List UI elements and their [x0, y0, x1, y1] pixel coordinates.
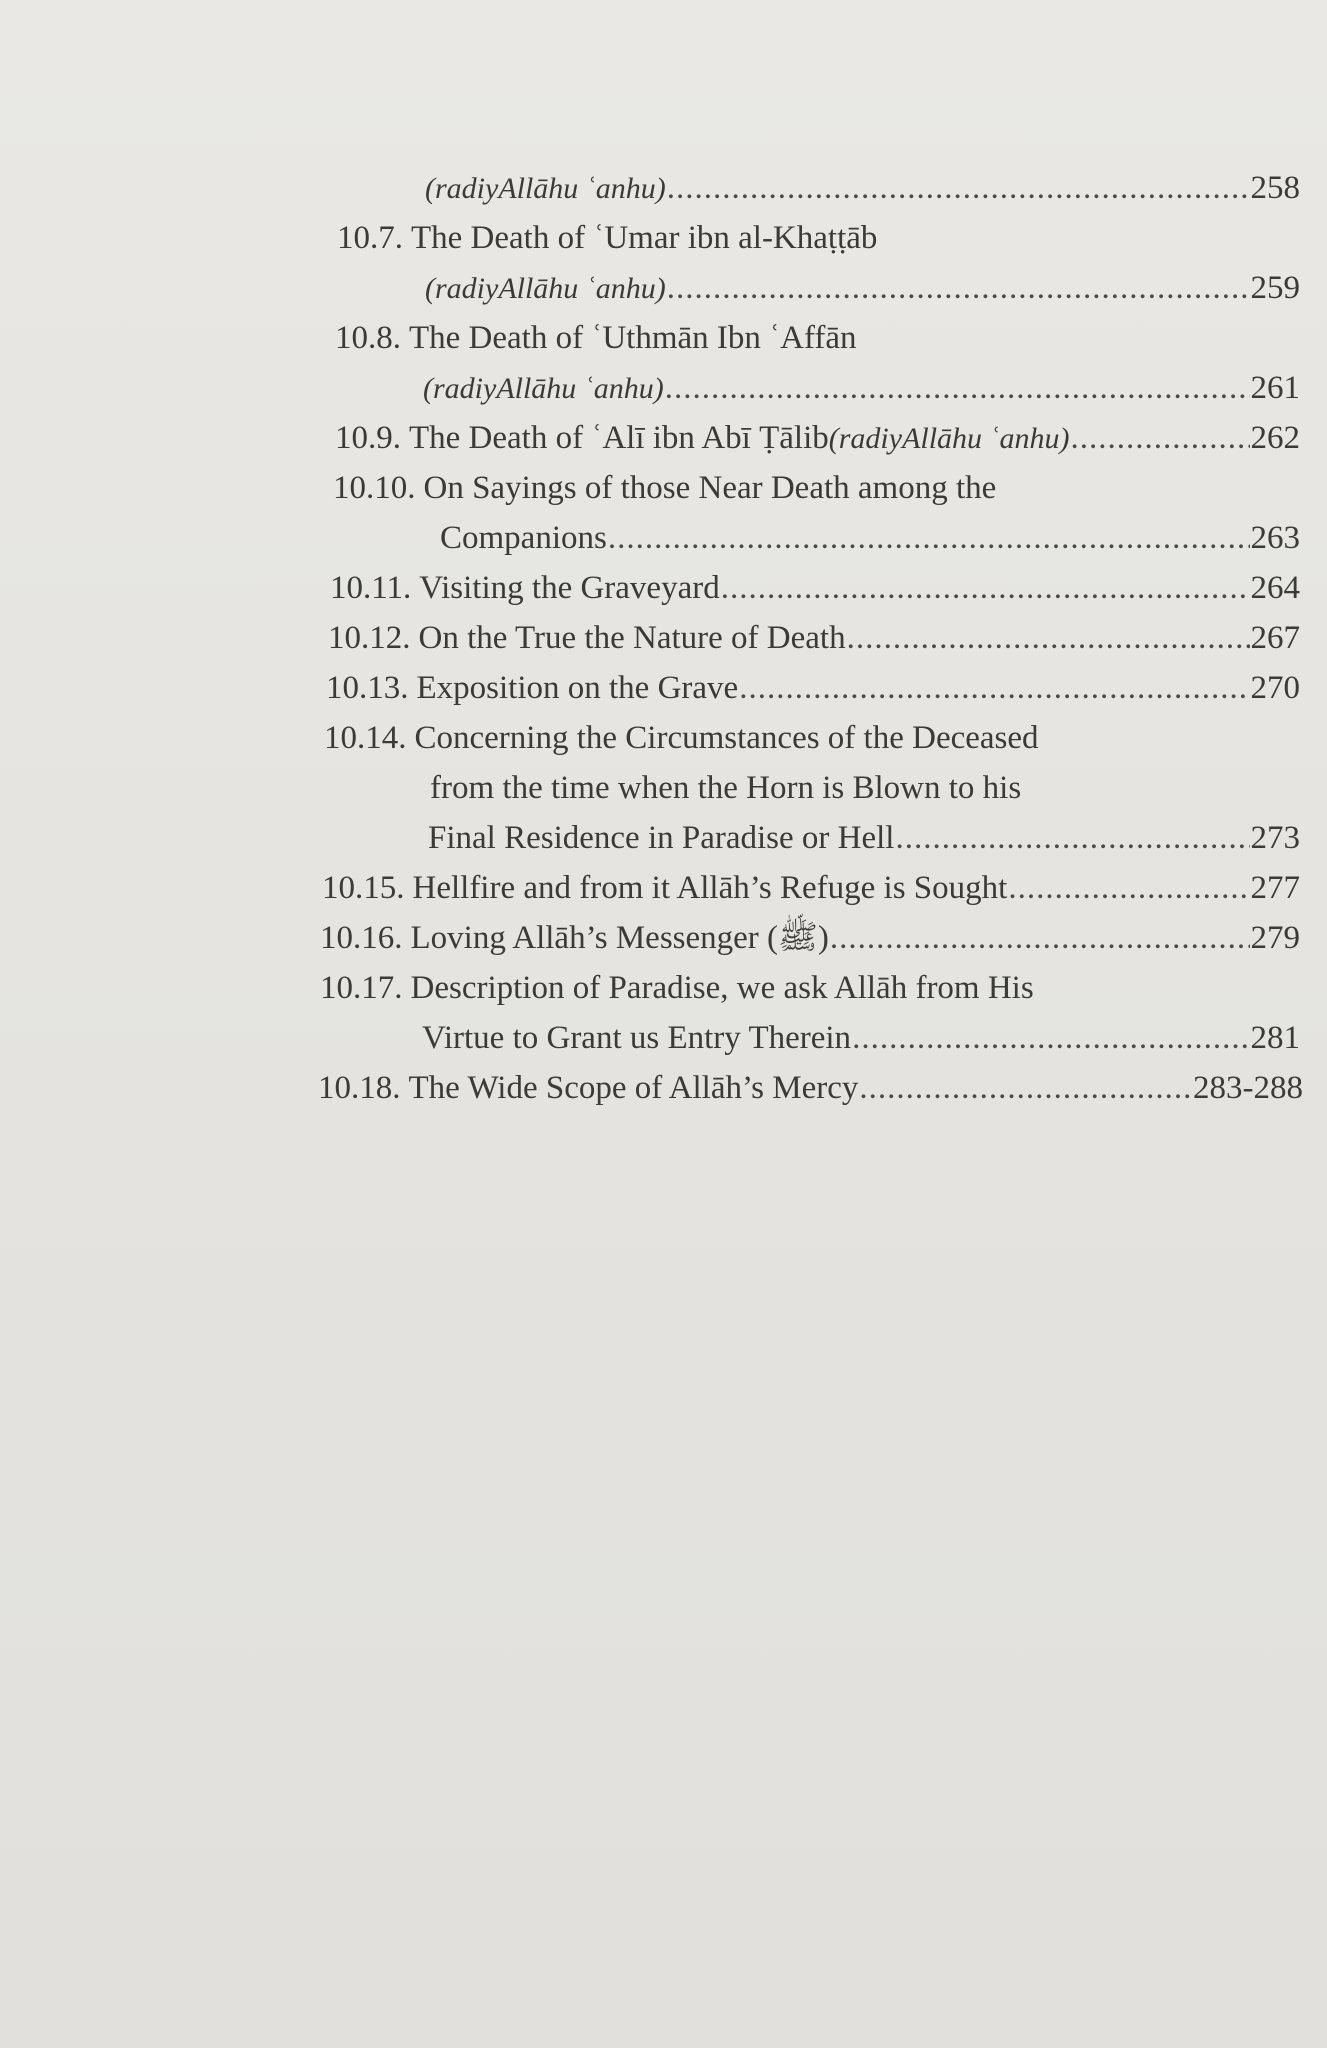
toc-section-number: 10.12.: [328, 620, 411, 656]
toc-entry-10-6-cont: [425, 163, 1300, 213]
toc-entry-10-14-cont2: [428, 813, 1300, 863]
toc-title: The Death of ʿAlī ibn Abī Ṭālib: [409, 420, 829, 456]
toc-page-number: 277: [1250, 870, 1300, 906]
dot-leader: [895, 813, 1249, 863]
toc-page-number: 263: [1250, 520, 1300, 556]
toc-section-number: 10.14.: [324, 720, 407, 756]
dot-leader: [608, 513, 1250, 563]
toc-section-number: 10.10.: [333, 470, 416, 506]
toc-title: The Wide Scope of Allāh’s Mercy: [408, 1070, 859, 1106]
dot-leader: [721, 563, 1250, 613]
toc-page-number: 273: [1250, 820, 1300, 856]
toc-section-number: 10.7.: [337, 220, 403, 256]
toc-entry-10-8: [335, 313, 1300, 363]
toc-entry-10-7: [337, 213, 1300, 263]
toc-page-number: 261: [1250, 370, 1300, 406]
toc-title: Loving Allāh’s Messenger (ﷺ): [410, 920, 829, 956]
toc-section-number: 10.8.: [335, 320, 401, 356]
dot-leader: [852, 1013, 1249, 1063]
toc-entry-10-18: [318, 1063, 1303, 1113]
toc-entry-10-15: [322, 863, 1300, 913]
toc-section-number: 10.9.: [335, 420, 401, 456]
toc-page-number: 267: [1250, 620, 1300, 656]
dot-leader: [667, 163, 1250, 213]
toc-title: Companions: [440, 520, 607, 556]
toc-title: On Sayings of those Near Death among the: [423, 470, 997, 506]
toc-title: Final Residence in Paradise or Hell: [428, 820, 895, 856]
dot-leader: [1008, 863, 1249, 913]
toc-section-number: 10.15.: [322, 870, 405, 906]
toc-entry-10-8-cont: [423, 363, 1300, 413]
toc-section-number: 10.13.: [326, 670, 409, 706]
toc-entry-10-7-cont: [425, 263, 1300, 313]
toc-page-number: 264: [1250, 570, 1300, 606]
dot-leader: [665, 363, 1250, 413]
toc-honorific: (radiyAllāhu ʿanhu): [828, 422, 1070, 455]
dot-leader: [830, 913, 1250, 963]
toc-page-number: 259: [1250, 270, 1300, 306]
toc-entry-10-13: [326, 663, 1300, 713]
toc-title: Exposition on the Grave: [416, 670, 739, 706]
toc-section-number: 10.17.: [320, 970, 403, 1006]
dot-leader: [739, 663, 1249, 713]
toc-page-number: 281: [1250, 1020, 1300, 1056]
toc-title: Hellfire and from it Allāh’s Refuge is Sought: [412, 870, 1008, 906]
toc-entry-10-14-cont: [430, 763, 1300, 813]
toc-entry-10-10-cont: [440, 513, 1300, 563]
toc-entry-10-10: [333, 463, 1300, 513]
dot-leader: [847, 613, 1250, 663]
toc-page-number: 283-288: [1193, 1070, 1303, 1106]
toc-entry-10-17: [320, 963, 1300, 1013]
toc-page-number: 270: [1250, 670, 1300, 706]
toc-entry-10-9: [335, 413, 1300, 463]
toc-title: On the True the Nature of Death: [418, 620, 846, 656]
toc-section-number: 10.16.: [320, 920, 403, 956]
dot-leader: [1071, 413, 1250, 463]
toc-section-number: 10.11.: [330, 570, 412, 606]
toc-page-number: 262: [1250, 420, 1300, 456]
toc-title: Description of Paradise, we ask Allāh from His: [410, 970, 1034, 1006]
toc-entry-10-14: [324, 713, 1300, 763]
toc-title: Virtue to Grant us Entry Therein: [422, 1020, 852, 1056]
toc-entry-10-11: [330, 563, 1300, 613]
toc-title: Visiting the Graveyard: [419, 570, 720, 606]
toc-honorific: (radiyAllāhu ʿanhu): [425, 272, 666, 305]
toc-entry-10-16: [320, 913, 1300, 963]
toc-title: The Death of ʿUthmān Ibn ʿAffān: [409, 320, 857, 356]
toc-title: The Death of ʿUmar ibn al-Khaṭṭāb: [411, 220, 878, 256]
toc-page-number: 279: [1250, 920, 1300, 956]
dot-leader: [667, 263, 1250, 313]
toc-entry-10-17-cont: [422, 1013, 1300, 1063]
dot-leader: [859, 1063, 1192, 1113]
toc-honorific: (radiyAllāhu ʿanhu): [423, 372, 664, 405]
toc-honorific: (radiyAllāhu ʿanhu): [425, 172, 666, 205]
toc-section-number: 10.18.: [318, 1070, 401, 1106]
toc-page-number: 258: [1250, 170, 1300, 206]
toc-entry-10-12: [328, 613, 1300, 663]
toc-title: Concerning the Circumstances of the Deceased: [414, 720, 1039, 756]
toc-title: from the time when the Horn is Blown to his: [430, 770, 1022, 806]
